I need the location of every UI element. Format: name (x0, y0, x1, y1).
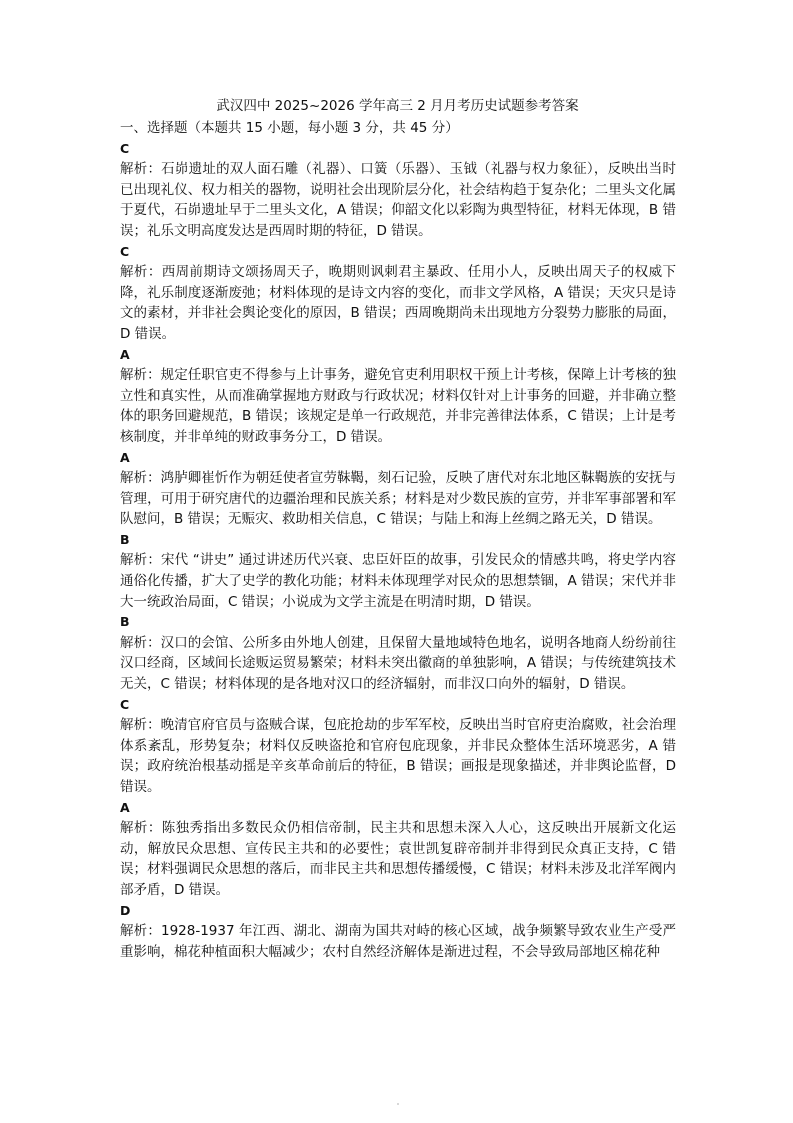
answer-letter: C (120, 696, 130, 712)
answer-letter: C (120, 243, 130, 259)
explanation-text: 解析：汉口的会馆、公所多由外地人创建，且保留大量地域特色地名，说明各地商人纷纷前往汉口经商，区域间长途贩运贸易繁荣；材料未突出徽商的单独影响，A 错误；与传统建筑技术无关，C 错误；材料体现的是各地对汉口的经济辐射，而非汉口向外的辐射，D 错误。 (120, 634, 676, 693)
explanation-text: 解析：石峁遗址的双人面石雕（礼器）、口簧（乐器）、玉钺（礼器与权力象征），反映出当时已出现礼仪、权力相关的器物，说明社会出现阶层分化，社会结构趋于复杂化；二里头文化属于夏代，石峁遗址早于二里头文化，A 错误；仰韶文化以彩陶为典型特征，材料无体现，B 错误；礼乐文明高度发达是西周时期的特征，D 错误。 (120, 161, 676, 239)
answer-letter: B (120, 531, 130, 547)
answer-letter: D (120, 902, 131, 918)
explanation-text: 解析：1928-1937 年江西、湖北、湖南为国共对峙的核心区域，战争频繁导致农业生产受严重影响，棉花种植面积大幅减少；农村自然经济解体是渐进过程，不会导致局部地区棉花种 (120, 923, 676, 960)
document-content (120, 118, 676, 962)
explanation-text: 解析：陈独秀指出多数民众仍相信帝制，民主共和思想未深入人心，这反映出开展新文化运动，解放民众思想、宣传民主共和的必要性；袁世凯复辟帝制并非得到民众真正支持，C 错误；材料强调民众思想的落后，而非民主共和思想传播缓慢，C 错误；材料未涉及北洋军阀内部矛盾，D 错误。 (120, 820, 676, 898)
answer-letter: C (120, 140, 130, 156)
explanation-text: 解析：西周前期诗文颂扬周天子，晚期则讽刺君主暴政、任用小人，反映出周天子的权威下降，礼乐制度逐渐废弛；材料体现的是诗文内容的变化，而非文学风格，A 错误；天灾只是诗文的素材，并非社会舆论变化的原因，B 错误；西周晚期尚未出现地方分裂势力膨胀的局面，D 错误。 (120, 264, 676, 342)
document-title: 武汉四中 2025~2026 学年高三 2 月月考历史试题参考答案 (216, 98, 579, 114)
answer-letter: B (120, 614, 130, 630)
page-speck (397, 1103, 399, 1105)
explanation-text: 解析：晚清官府官员与盗贼合谋，包庇抢劫的步军军校，反映出当时官府吏治腐败，社会治理体系紊乱，形势复杂；材料仅反映盗抢和官府包庇现象，并非民众整体生活环境恶劣，A 错误；政府统治根基动摇是辛亥革命前后的特征，B 错误；画报是现象描述，并非舆论监督，D 错误。 (120, 717, 676, 795)
answer-letter: A (120, 449, 130, 465)
explanation-text: 解析：鸿胪卿崔忻作为朝廷使者宣劳靺鞨，刻石记验，反映了唐代对东北地区靺鞨族的安抚与管理，可用于研究唐代的边疆治理和民族关系；材料是对少数民族的宣劳，并非军事部署和军队慰问，B 错误；无赈灾、救助相关信息，C 错误；与陆上和海上丝绸之路无关，D 错误。 (120, 470, 676, 528)
answer-letter: A (120, 799, 130, 815)
explanation-text: 解析：规定任职官吏不得参与上计事务，避免官吏利用职权干预上计考核，保障上计考核的独立性和真实性，从而准确掌握地方财政与行政状况；材料仅针对上计事务的回避，并非确立整体的职务回避规范，B 错误；该规定是单一行政规范，并非完善律法体系，C 错误；上计是考核制度，并非单纯的财政事务分工，D 错误。 (120, 367, 676, 445)
explanation-text: 解析：宋代 “讲史” 通过讲述历代兴衰、忠臣奸臣的故事，引发民众的情感共鸣，将史学内容通俗化传播，扩大了史学的教化功能；材料未体现理学对民众的思想禁锢，A 错误；宋代并非大一统政治局面，C 错误；小说成为文学主流是在明清时期，D 错误。 (120, 552, 676, 610)
section-heading: 一、选择题（本题共 15 小题，每小题 3 分，共 45 分） (120, 120, 459, 136)
answer-letter: A (120, 346, 130, 362)
